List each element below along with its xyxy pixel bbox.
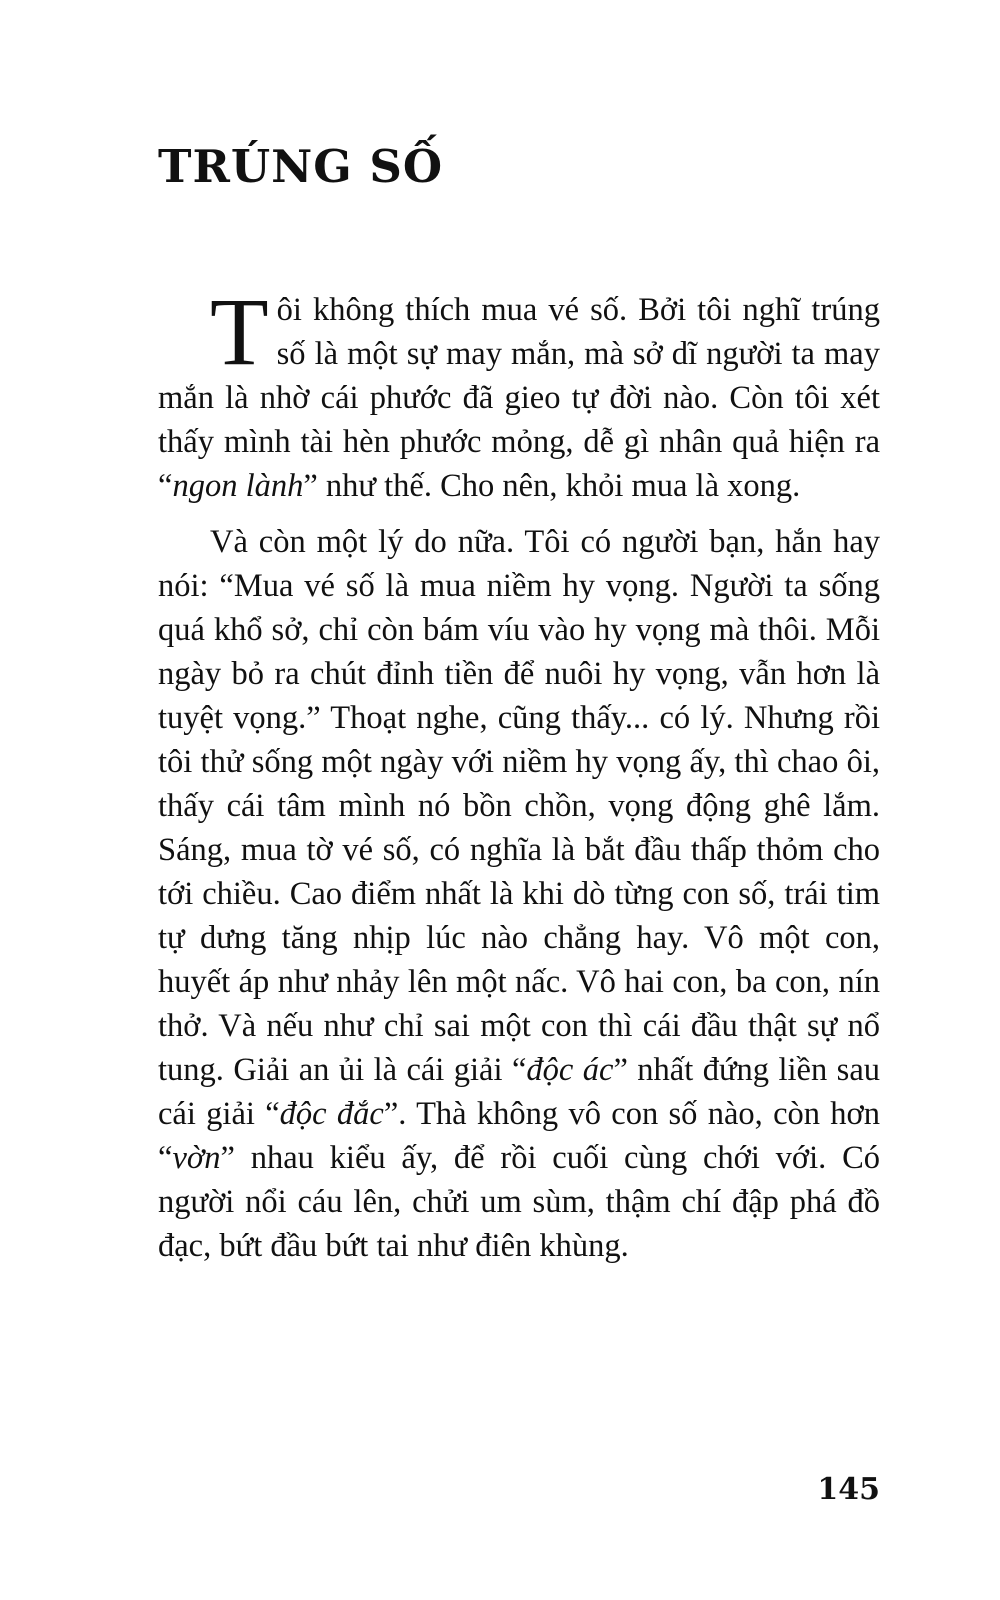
paragraph-2 [158,520,880,1268]
drop-cap: T [210,278,269,385]
paragraph-1 [158,278,880,508]
paragraph-1-text: ôi không thích mua vé số. Bởi tôi nghĩ trúng số là một sự may mắn, mà sở dĩ người ta may mắn là nhờ cái phước đã gieo tự đời nào. Còn tôi xét thấy mình tài hèn phước mỏng, dễ gì nhân quả hiện ra “ [158,292,880,504]
body-text [158,278,880,1268]
italic-phrase: độc đắc [279,1096,384,1132]
paragraph-1-text-end: ” như thế. Cho nên, khỏi mua là xong. [303,468,801,504]
paragraph-2-text: Và còn một lý do nữa. Tôi có người bạn, hắn hay nói: “Mua vé số là mua niềm hy vọng. Người ta sống quá khổ sở, chỉ còn bám víu vào hy vọng mà thôi. Mỗi ngày bỏ ra chút đỉnh tiền để nuôi hy vọng, vẫn hơn là tuyệt vọng.” Thoạt nghe, cũng thấy... có lý. Nhưng rồi tôi thử sống một ngày với niềm hy vọng ấy, thì chao ôi, thấy cái tâm mình nó bồn chồn, vọng động ghê lắm. Sáng, mua tờ vé số, có nghĩa là bắt đầu thấp thỏm cho tới chiều. Cao điểm nhất là khi dò từng con số, trái tim tự dưng tăng nhịp lúc nào chẳng hay. Vô một con, huyết áp như nhảy lên một nấc. Vô hai con, ba con, nín thở. Và nếu như chỉ sai một con thì cái đầu thật sự nổ tung. Giải an ủi là cái giải “ [158,524,880,1088]
paragraph-2-text: ” nhau kiểu ấy, để rồi cuối cùng chới với. Có người nổi cáu lên, chửi um sùm, thậm chí đập phá đồ đạc, bứt đầu bứt tai như điên khùng. [158,1140,880,1264]
chapter-title: TRÚNG SỐ [158,140,444,193]
italic-phrase: ngon lành [172,468,304,504]
page-number: 145 [817,1472,880,1507]
paragraph-2-text: ”. Thà không vô con số nào, còn hơn “ [158,1096,880,1176]
paragraph-2-text: ” nhất đứng liền sau cái giải “ [158,1052,880,1132]
italic-phrase: độc ác [526,1052,614,1088]
italic-phrase: vờn [172,1140,221,1176]
